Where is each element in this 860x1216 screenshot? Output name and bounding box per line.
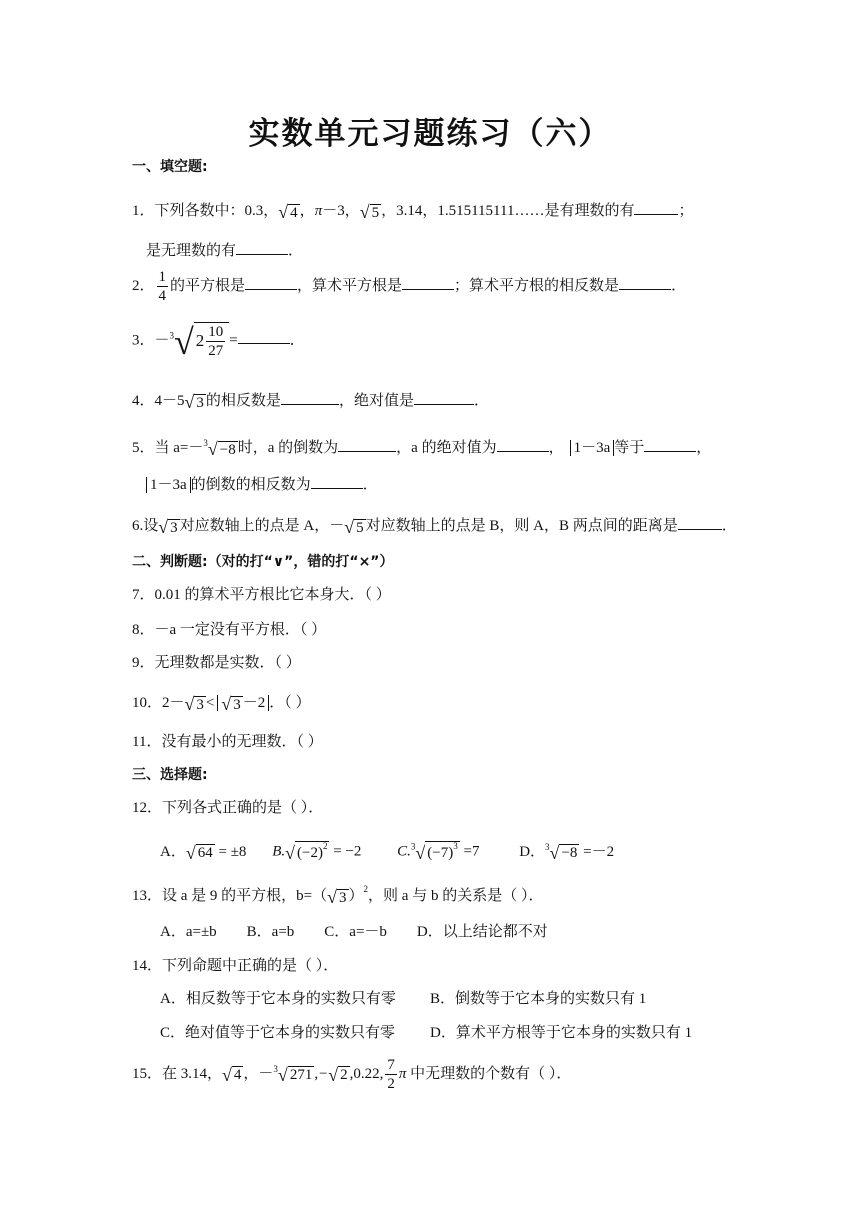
- question-13-options[interactable]: A．a=±b B．a=b C．a=－b D．以上结论都不对: [160, 924, 548, 940]
- question-14-option-a[interactable]: A．相反数等于它本身的实数只有零: [160, 991, 396, 1007]
- question-2: 2． $\frac{1}{4}$ 的平方根是 ，算术平方根是 ；算术平方根的相反数是 ．: [132, 269, 687, 304]
- question-14: 14．下列命题中正确的是（ ）．: [132, 958, 339, 974]
- answer-blank[interactable]: [245, 275, 297, 290]
- section-judge-heading: 二、判断题:（对的打“∨”，错的打“×”）: [132, 554, 394, 570]
- question-12: 12．下列各式正确的是（ ）．: [132, 800, 324, 816]
- answer-blank[interactable]: [338, 437, 396, 452]
- question-5-line-2: 1－3a 的倒数的相反数为 ．: [146, 474, 378, 493]
- question-8: 8．－a 一定没有平方根．（ ）: [132, 622, 327, 638]
- option-d[interactable]: D．$^3$ √ −8 =－2: [519, 841, 615, 863]
- question-1-line-1: 1．下列各数中：0.3， √ 4 ，π－3， √ 5 ，3.14，1.515115111……是有理数的有 ；: [132, 202, 694, 222]
- answer-blank[interactable]: [236, 240, 288, 255]
- question-15: 15．在 3.14， √ 4 ，－$^3$ √ 271 ,− √ 2 ,0.22, $\frac{7}{2}$ π 中无理数的个数有（ ）．: [132, 1057, 572, 1092]
- question-7: 7．0.01 的算术平方根比它本身大．（ ）: [132, 587, 391, 603]
- answer-blank[interactable]: [238, 329, 290, 344]
- question-6: 6.设 √ 3 对应数轴上的点是 A，－ √ 5 对应数轴上的点是 B，则 A，B 两点间的距离是 ．: [132, 517, 737, 537]
- answer-blank[interactable]: [281, 390, 339, 405]
- section-choice-heading: 三、选择题:: [132, 767, 208, 783]
- question-14-option-b[interactable]: B．倒数等于它本身的实数只有 1: [430, 991, 647, 1007]
- answer-blank[interactable]: [311, 474, 363, 489]
- question-14-option-c[interactable]: C．绝对值等于它本身的实数只有零: [160, 1025, 396, 1041]
- question-13: 13．设 a 是 9 的平方根，b=（ √ 3 ）$^2$，则 a 与 b 的关系是（ ）．: [132, 884, 544, 907]
- answer-blank[interactable]: [678, 515, 722, 530]
- answer-blank[interactable]: [497, 437, 549, 452]
- fraction-one-quarter: $\frac{1}{4}$: [158, 269, 167, 304]
- answer-blank[interactable]: [402, 275, 454, 290]
- option-b[interactable]: B. √ $(-2)^2$ = −2: [272, 841, 362, 863]
- question-11: 11．没有最小的无理数．（ ）: [132, 734, 323, 750]
- answer-blank[interactable]: [619, 275, 671, 290]
- option-a[interactable]: A． √ 64 = ±8: [160, 842, 247, 863]
- page-title: 实数单元习题练习（六）: [248, 116, 612, 152]
- section-fill-heading: 一、填空题:: [132, 159, 208, 175]
- answer-blank[interactable]: [414, 390, 474, 405]
- option-c[interactable]: C.$^3$ √ $(-7)^3$ =7: [397, 841, 480, 863]
- answer-blank[interactable]: [634, 200, 678, 215]
- question-9: 9．无理数都是实数．（ ）: [132, 655, 301, 671]
- question-10: 10．2－ √ 3 < √ 3 －2 ．（ ）: [132, 694, 311, 714]
- question-14-option-d[interactable]: D．算术平方根等于它本身的实数只有 1: [430, 1025, 693, 1041]
- question-5-line-1: 5．当 a=－$^3$ √ −8 时，a 的倒数为 ，a 的绝对值为 ， 1－3a 等于 ，: [132, 438, 712, 459]
- question-3: 3．－$^3$ √ 2 $\frac{10}{27}$ = ．: [132, 322, 305, 362]
- question-12-options: [160, 841, 614, 862]
- question-1-line-2: 是无理数的有 ．: [146, 240, 303, 259]
- answer-blank[interactable]: [644, 437, 696, 452]
- question-4: 4．4－5 √ 3 的相反数是 ，绝对值是 ．: [132, 392, 489, 412]
